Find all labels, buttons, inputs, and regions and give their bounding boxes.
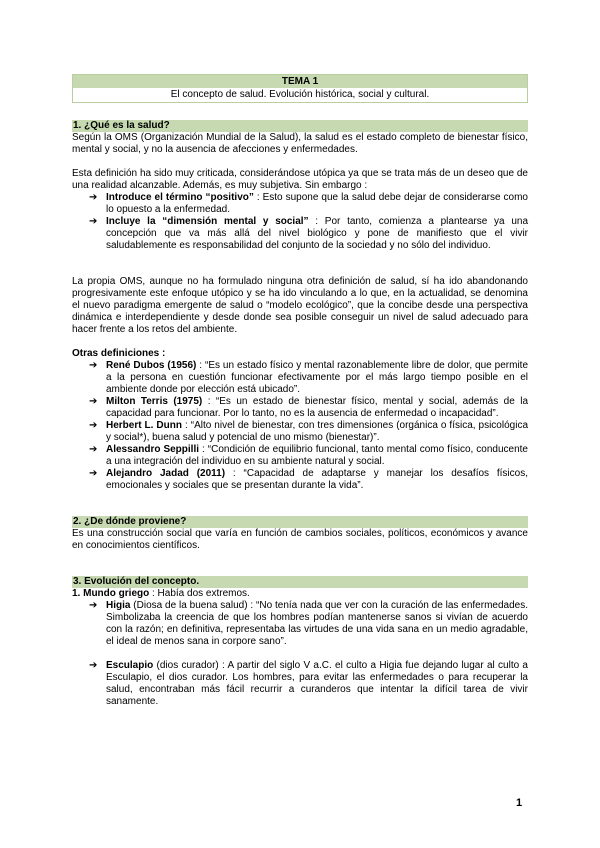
page-number: 1: [516, 797, 523, 809]
s1-paragraph-1: Según la OMS (Organización Mundial de la Salud), la salud es el estado completo de bienestar físico, mental y social, y no la ausencia de afecciones y enfermedades.: [72, 132, 528, 155]
arrow-icon: ➔: [89, 360, 98, 371]
list-item: ➔ Alessandro Seppilli : “Condición de equilibrio funcional, tanto mental como físico, conducente a una integración del individuo en su ambiente natural y social.: [89, 444, 528, 467]
list-item: ➔ René Dubos (1956) : “Es un estado físico y mental razonablemente libre de dolor, que permite a la persona en cuestión funcionar efectivamente por el más largo tiempo posible en el ambiente donde por elección está ubicado”.: [89, 360, 528, 395]
s1-bullet-list: [72, 192, 528, 252]
list-item: ➔ Incluye la “dimensión mental y social” : Por tanto, comienza a plantearse ya una concepción que va más allá del nivel biológico y pone de manifiesto que el vivir saludablemente es responsabilidad del conjunto de la sociedad y no sólo del individuo.: [89, 216, 529, 251]
section-2-heading: 2. ¿De dónde proviene?: [72, 516, 528, 528]
other-definitions-heading: Otras definiciones :: [72, 348, 166, 359]
title-box: [72, 74, 528, 103]
list-item: ➔ Alejandro Jadad (2011) : “Capacidad de adaptarse y manejar los desafíos físicos, emocionales y sociales que se presentan durante la vida”.: [89, 468, 528, 491]
arrow-icon: ➔: [89, 396, 98, 407]
tema-subtitle: El concepto de salud. Evolución histórica, social y cultural.: [73, 88, 527, 102]
arrow-icon: ➔: [89, 468, 98, 479]
section-3-heading: 3. Evolución del concepto.: [72, 576, 528, 588]
arrow-icon: ➔: [89, 216, 98, 227]
arrow-icon: ➔: [89, 444, 98, 455]
s1-paragraph-3: La propia OMS, aunque no ha formulado ninguna otra definición de salud, sí ha ido abandonando progresivamente este enfoque utópico y se ha ido vinculando a lo que, en la actualidad, se denomina el nuevo paradigma emergente de salud o “modelo ecológico”, que la concibe desde una perspectiva dinámica e interdependiente y desde donde sea posible conseguir un nivel de salud adecuado para hacer frente a los retos del ambiente.: [72, 276, 528, 335]
list-item: ➔ Higia (Diosa de la buena salud) : “No tenía nada que ver con la curación de las enfermedades. Simbolizaba la creencia de que los hombres podían mantenerse sanos si vivían de acuerdo con la razón; en definitiva, representaba las virtudes de una vida sana en un medio agradable, el ideal de menos sana in corpore sano”.: [89, 600, 528, 647]
section-1-heading: 1. ¿Qué es la salud?: [72, 120, 528, 132]
s3-subheading: 1. Mundo griego : Había dos extremos.: [72, 588, 250, 599]
list-item: ➔ Herbert L. Dunn : “Alto nivel de bienestar, con tres dimensiones (orgánica o física, psicológica y social*), buena salud y potencial de uno mismo (bienestar)”.: [89, 420, 528, 443]
arrow-icon: ➔: [89, 420, 98, 431]
arrow-icon: ➔: [89, 192, 98, 203]
s2-paragraph-1: Es una construcción social que varía en función de cambios sociales, políticos, económicos y avance en conocimientos científicos.: [72, 528, 528, 551]
tema-title: TEMA 1: [73, 75, 527, 88]
document-page: [72, 74, 528, 708]
definitions-list: [72, 360, 528, 492]
arrow-icon: ➔: [89, 600, 98, 611]
arrow-icon: ➔: [89, 660, 98, 671]
list-item: ➔ Introduce el término “positivo” : Esto supone que la salud debe dejar de considerarse como lo opuesto a la enfermedad.: [89, 192, 528, 215]
list-item: ➔ Milton Terris (1975) : “Es un estado de bienestar físico, mental y social, además de la capacidad para funcionar. Por lo tanto, no es la ausencia de enfermedad o incapacidad”.: [89, 396, 529, 419]
s1-paragraph-2: Esta definición ha sido muy criticada, considerándose utópica ya que se trata más de un deseo que de una realidad alcanzable. Además, es muy subjetiva. Sin embargo :: [72, 168, 528, 191]
list-item: ➔ Esculapio (dios curador) : A partir del siglo V a.C. el culto a Higia fue dejando lugar al culto a Esculapio, el dios curador. Los hombres, para evitar las enfermedades o para recuperar la salud, encontraban más fácil recurrir a curanderos que intentar la difícil tarea de vivir sanamente.: [89, 660, 528, 707]
s3-list: [72, 600, 528, 708]
